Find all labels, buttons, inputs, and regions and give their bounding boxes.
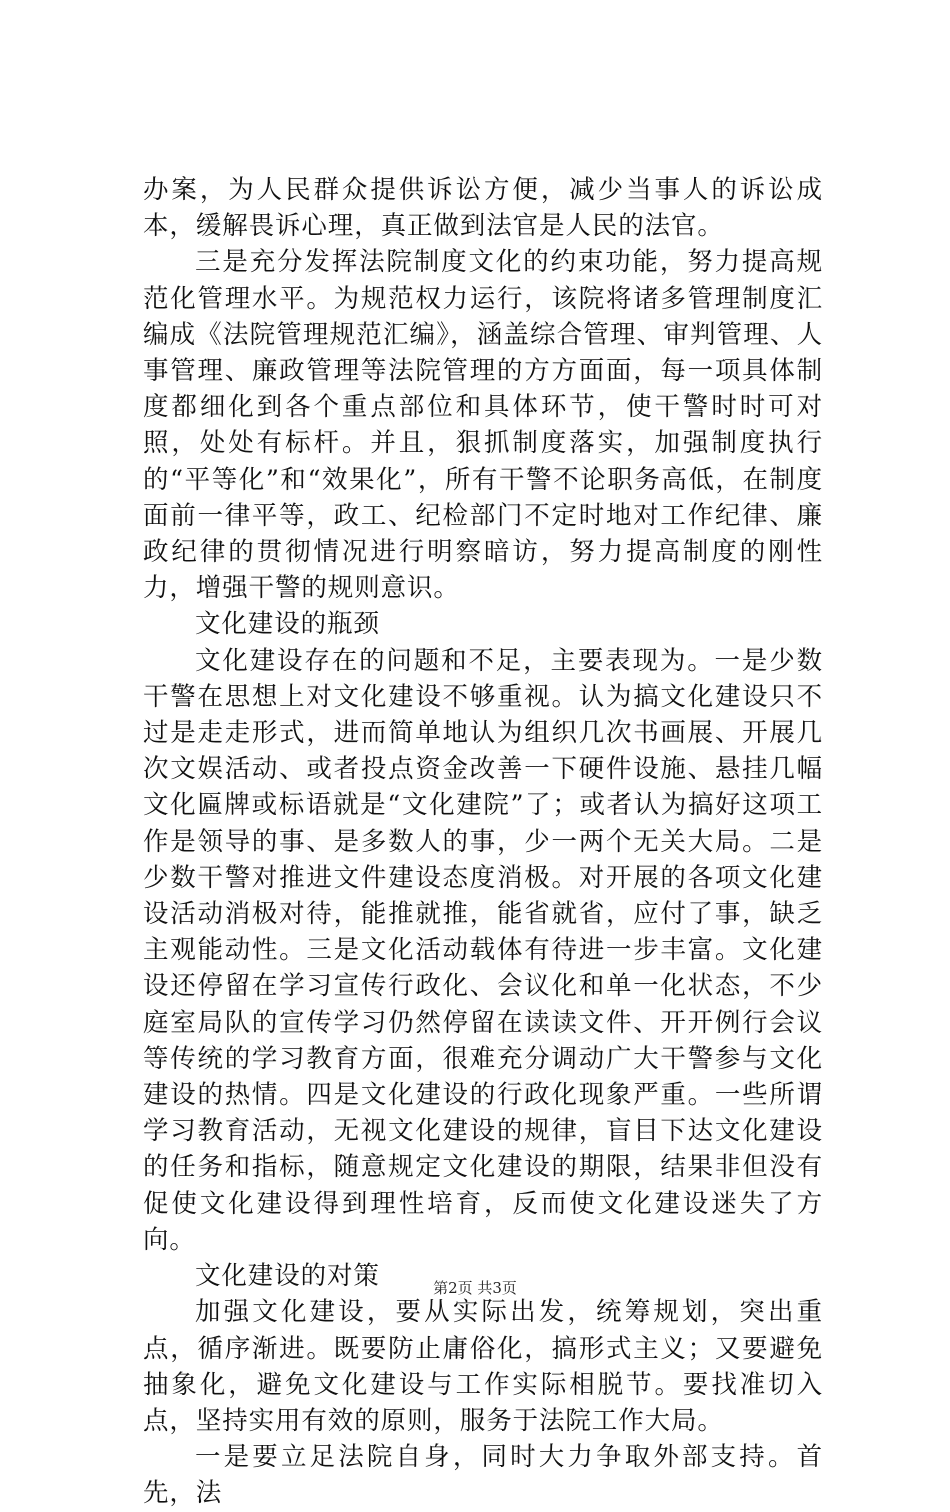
paragraph: 文化建设存在的问题和不足，主要表现为。一是少数干警在思想上对文化建设不够重视。认为搞文化建设只不过是走走形式，进而简单地认为组织几次书画展、开展几次文娱活动、或者投点资金改善一下硬件设施、悬挂几幅文化匾牌或标语就是“文化建院”了；或者认为搞好这项工作是领导的事、是多数人的事，少一两个无关大局。二是少数干警对推进文件建设态度消极。对开展的各项文化建设活动消极对待，能推就推，能省就省，应付了事，缺乏主观能动性。三是文化活动载体有待进一步丰富。文化建设还停留在学习宣传行政化、会议化和单一化状态，不少庭室局队的宣传学习仍然停留在读读文件、开开例行会议等传统的学习教育方面，很难充分调动广大干警参与文化建设的热情。四是文化建设的行政化现象严重。一些所谓学习教育活动，无视文化建设的规律，盲目下达文化建设的任务和指标，随意规定文化建设的期限，结果非但没有促使文化建设得到理性培育，反而使文化建设迷失了方向。 — [143, 645, 823, 1255]
paragraph: 三是充分发挥法院制度文化的约束功能，努力提高规范化管理水平。为规范权力运行，该院将诸多管理制度汇编成《法院管理规范汇编》，涵盖综合管理、审判管理、人事管理、廉政管理等法院管理的方方面面，每一项具体制度都细化到各个重点部位和具体环节，使干警时时可对照，处处有标杆。并且，狠抓制度落实，加强制度执行的“平等化”和“效果化”，所有干警不论职务高低，在制度面前一律平等，政工、纪检部门不定时地对工作纪律、廉政纪律的贯彻情况进行明察暗访，努力提高制度的刚性力，增强干警的规则意识。 — [143, 247, 823, 604]
paragraph: 一是要立足法院自身，同时大力争取外部支持。首先，法 — [143, 1442, 823, 1509]
section-heading: 文化建设的对策 — [195, 1261, 380, 1292]
document-body — [143, 172, 823, 1512]
page-number-footer: 第2页 共3页 — [433, 1279, 517, 1297]
paragraph: 加强文化建设，要从实际出发，统筹规划，突出重点，循序渐进。既要防止庸俗化，搞形式主义；又要避免抽象化，避免文化建设与工作实际相脱节。要找准切入点，坚持实用有效的原则，服务于法院工作大局。 — [143, 1297, 823, 1436]
paragraph: 办案，为人民群众提供诉讼方便，减少当事人的诉讼成本，缓解畏诉心理，真正做到法官是人民的法官。 — [143, 175, 823, 242]
section-heading: 文化建设的瓶颈 — [195, 609, 380, 640]
